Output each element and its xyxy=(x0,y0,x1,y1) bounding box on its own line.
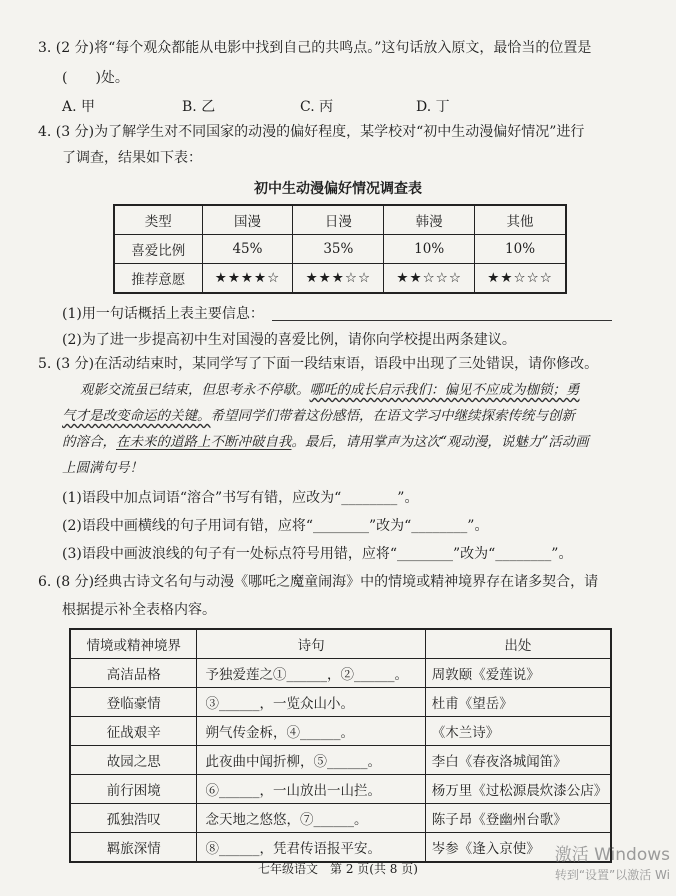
poem-source-cell: 周敦颐《爱莲说》 xyxy=(425,659,611,688)
survey-table-title: 初中生动漫偏好情况调查表 xyxy=(254,181,422,197)
poem-row xyxy=(70,717,611,746)
poem-table xyxy=(69,628,612,863)
poem-row xyxy=(70,775,611,804)
poem-theme-cell: 登临豪情 xyxy=(70,688,197,717)
poem-header-cell: 情境或精神境界 xyxy=(70,629,197,659)
q5-sub1: (1)语段中加点词语“溶合”书写有错，应改为“________”。 xyxy=(62,490,419,506)
q3-option-b: B. 乙 xyxy=(182,99,216,115)
q5-sub2: (2)语段中画横线的句子用词有错，应将“________”改为“________”。 xyxy=(62,518,489,534)
page-footer: 七年级语文 第 2 页(共 8 页) xyxy=(258,862,418,876)
poem-verse-cell[interactable]: ⑥______，一山放出一山拦。 xyxy=(197,775,425,804)
poem-header-cell: 出处 xyxy=(425,629,611,659)
q5-underlined-sentence: 在未来的道路上不断冲破自我 xyxy=(116,434,292,450)
poem-theme-cell: 羁旅深情 xyxy=(70,833,197,863)
poem-row xyxy=(70,659,611,688)
q3-option-d: D. 丁 xyxy=(416,99,450,115)
poem-row xyxy=(70,688,611,717)
q5-text: 。最后，请用掌声为这次“观动漫，说魅力”活动画 xyxy=(291,434,589,450)
q3-line2: ( )处。 xyxy=(62,70,129,86)
poem-verse-cell[interactable]: 此夜曲中闻折柳，⑤______。 xyxy=(197,746,425,775)
poem-row xyxy=(70,746,611,775)
survey-row-recommend xyxy=(114,264,566,294)
poem-source-cell: 杨万里《过松源晨炊漆公店》 xyxy=(425,775,611,804)
survey-cell: 45% xyxy=(202,235,293,264)
star-rating: ★★★☆☆ xyxy=(293,264,384,294)
q4-sub2: (2)为了进一步提高初中生对国漫的喜爱比例，请你向学校提出两条建议。 xyxy=(62,332,516,348)
poem-row xyxy=(70,833,611,863)
q4-sub1: (1)用一句话概括上表主要信息： xyxy=(62,306,264,322)
survey-header-cell: 其他 xyxy=(475,205,566,235)
poem-verse-cell[interactable]: 朔气传金柝，④______。 xyxy=(197,717,425,746)
q5-wavy-sentence: 气才是改变命运的关键。 xyxy=(62,408,211,424)
poem-verse-cell[interactable]: 念天地之悠悠，⑦______。 xyxy=(197,804,425,833)
survey-header-cell: 国漫 xyxy=(202,205,293,235)
q4-line1: 4. (3 分)为了解学生对不同国家的动漫的偏好程度，某学校对“初中生动漫偏好情况”进行 xyxy=(38,124,585,140)
survey-header-cell: 日漫 xyxy=(293,205,384,235)
poem-theme-cell: 孤独浩叹 xyxy=(70,804,197,833)
survey-cell: 推荐意愿 xyxy=(114,264,202,294)
q3-option-c: C. 丙 xyxy=(300,99,334,115)
q6-line2: 根据提示补全表格内容。 xyxy=(62,602,216,618)
survey-cell: 喜爱比例 xyxy=(114,235,202,264)
survey-cell: 35% xyxy=(293,235,384,264)
q3-option-a: A. 甲 xyxy=(62,99,96,115)
q5-line1: 5. (3 分)在活动结束时，某同学写了下面一段结束语，语段中出现了三处错误，请你修改。 xyxy=(38,356,599,372)
poem-row xyxy=(70,804,611,833)
activation-watermark-title: 激活 Windows xyxy=(554,845,670,865)
poem-source-cell: 杜甫《望岳》 xyxy=(425,688,611,717)
poem-theme-cell: 征战艰辛 xyxy=(70,717,197,746)
q5-paragraph-line1 xyxy=(80,378,580,402)
survey-cell: 10% xyxy=(475,235,566,264)
q5-dotted-word: 的溶合， xyxy=(62,434,116,450)
survey-table xyxy=(113,204,567,294)
q4-line2: 了调查，结果如下表： xyxy=(62,150,202,166)
poem-header-cell: 诗句 xyxy=(197,629,425,659)
q5-paragraph-line4: 上圆满句号！ xyxy=(62,460,143,476)
star-rating: ★★☆☆☆ xyxy=(475,264,566,294)
survey-header-row xyxy=(114,205,566,235)
q5-text: 观影交流虽已结束，但思考永不停歇。 xyxy=(80,382,310,398)
q5-sub3: (3)语段中画波浪线的句子有一处标点符号用错，应将“________”改为“________”。 xyxy=(62,546,573,562)
q5-paragraph-line2 xyxy=(62,404,575,428)
poem-header-row xyxy=(70,629,611,659)
q3-line1: 3. (2 分)将“每个观众都能从电影中找到自己的共鸣点。”这句话放入原文，最恰当的位置是 xyxy=(38,40,592,56)
q5-text: 希望同学们带着这份感悟，在语文学习中继续探索传统与创新 xyxy=(210,408,575,424)
q5-wavy-sentence: 哪吒的成长启示我们：偏见不应成为枷锁；勇 xyxy=(309,382,580,398)
survey-header-cell: 类型 xyxy=(114,205,202,235)
star-rating: ★★☆☆☆ xyxy=(384,264,475,294)
poem-source-cell: 陈子昂《登幽州台歌》 xyxy=(425,804,611,833)
activation-watermark-subtitle: 转到“设置”以激活 Wi xyxy=(554,868,670,882)
poem-source-cell: 《木兰诗》 xyxy=(425,717,611,746)
star-rating: ★★★★☆ xyxy=(202,264,293,294)
poem-verse-cell[interactable]: ③______，一览众山小。 xyxy=(197,688,425,717)
q6-line1: 6. (8 分)经典古诗文名句与动漫《哪吒之魔童闹海》中的情境或精神境界存在诸多契合，请 xyxy=(38,574,599,590)
survey-header-cell: 韩漫 xyxy=(384,205,475,235)
poem-source-cell: 李白《春夜洛城闻笛》 xyxy=(425,746,611,775)
survey-row-ratio xyxy=(114,235,566,264)
q5-paragraph-line3 xyxy=(62,430,589,454)
poem-theme-cell: 故园之思 xyxy=(70,746,197,775)
answer-line[interactable] xyxy=(272,320,612,321)
poem-source-cell: 岑参《逢入京使》 xyxy=(425,833,611,863)
poem-theme-cell: 前行困境 xyxy=(70,775,197,804)
poem-verse-cell[interactable]: ⑧______，凭君传语报平安。 xyxy=(197,833,425,863)
survey-cell: 10% xyxy=(384,235,475,264)
poem-verse-cell[interactable]: 予独爱莲之①______，②______。 xyxy=(197,659,425,688)
poem-theme-cell: 高洁品格 xyxy=(70,659,197,688)
